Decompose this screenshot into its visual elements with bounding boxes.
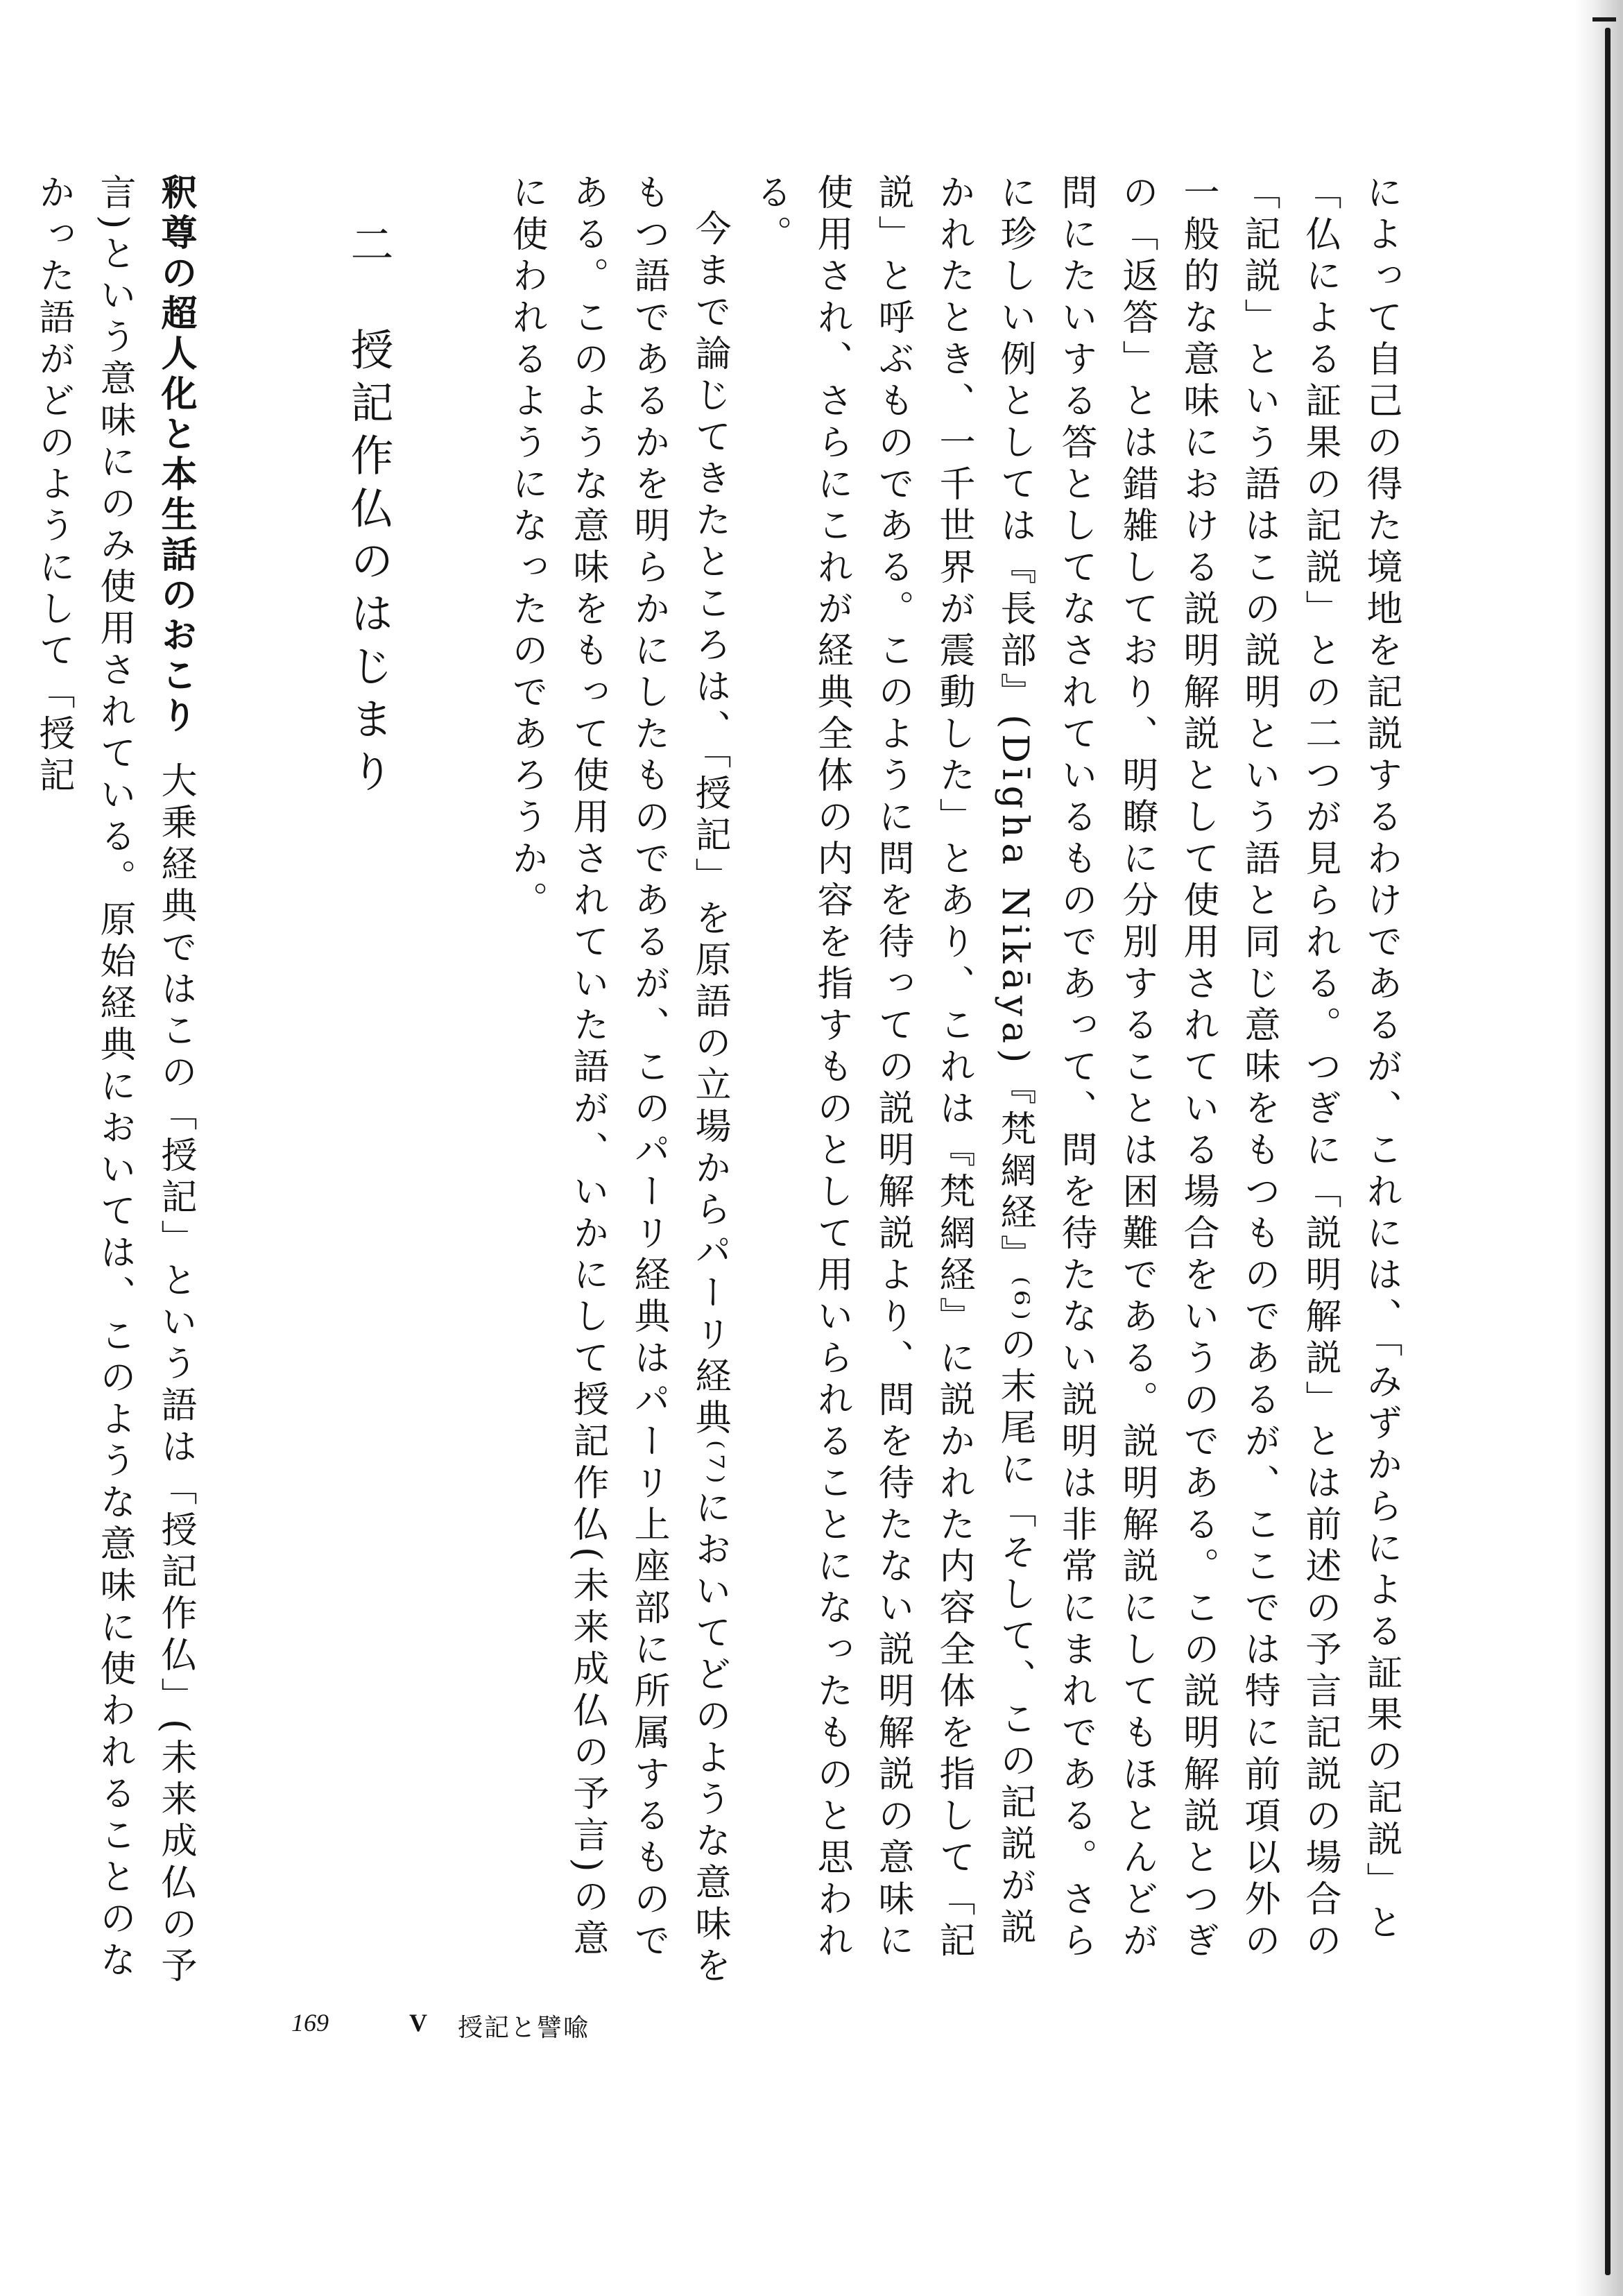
page-body [33, 173, 1411, 1991]
body-paragraph: によって自己の得た境地を記説するわけであるが、これには、「みずからによる証果の記説」と「仏による証果の記説」との二つが見られる。つぎに「説明解説」とは前述の予言記説の場合の「記説」という語はこの説明という語と同じ意味をもつものであるが、ここでは特に前項以外の一般的な意味における説明解説として使用されている場合をいうのである。この説明解説とつぎの「返答」とは錯雑しており、明瞭に分別することは困難である。説明解説にしてもほとんどが問にたいする答としてなされているものであって、問を待たない説明は非常にまれである。さらに珍しい例としては『長部』(Dīgha Nikāya)『梵網経』⁽⁶⁾の末尾に「そして、この記説が説かれたとき、一千世界が震動した」とあり、これは『梵網経』に説かれた内容全体を指して「記説」と呼ぶものである。このように問を待っての説明解説より、問を待たない説明解説の意味に使用され、さらにこれが経典全体の内容を指すものとして用いられることになったものと思われる。 [750, 173, 1402, 1963]
binding-rule-cap [1592, 17, 1616, 22]
scan-edge-shadow [1574, 0, 1623, 2296]
binding-rule [1605, 28, 1611, 2275]
chapter-numeral: V [409, 2009, 427, 2037]
section-heading: 二 授記作仏のはじまり [343, 222, 394, 802]
body-paragraph: 今まで論じてきたところは、「授記」を原語の立場からパーリ経典⁽⁷⁾においてどのような意味をもつ語であるかを明らかにしたものであるが、このパーリ経典はパーリ上座部に所属するものである。このような意味をもって使用されていた語が、いかにして授記作仏(未来成仏の予言)の意に使われるようになったのであろうか。 [506, 173, 730, 1989]
subsection-title: 釈尊の超人化と本生話のおこり [155, 173, 196, 737]
page-number: 169 [291, 2009, 329, 2037]
chapter-title: 授記と譬喩 [458, 2014, 590, 2042]
subsection-paragraph [23, 173, 206, 1991]
page-footer [277, 2008, 763, 2050]
subsection-text: 大乗経典ではこの「授記」という語は「授記作仏」(未来成仏の予言)という意味にのみ使用されている。原始経典においては、このような意味に使われることのなかった語がどのようにして「授記 [33, 173, 196, 1989]
